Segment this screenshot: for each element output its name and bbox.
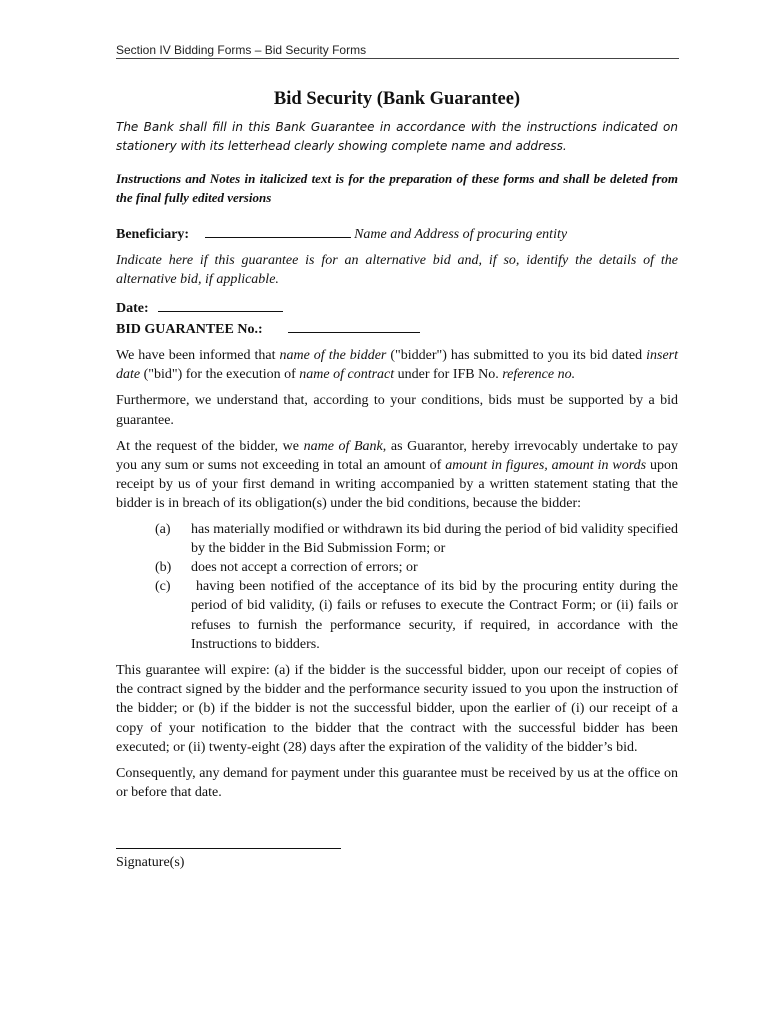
text-run: under for IFB No. — [394, 367, 503, 383]
beneficiary-line — [116, 223, 678, 244]
text-run: We have been informed that — [116, 348, 280, 364]
beneficiary-note: Name and Address of procuring entity — [354, 227, 568, 242]
beneficiary-blank — [205, 223, 351, 238]
text-run: ("bidder") has submitted to you its bid dated — [386, 348, 647, 364]
placeholder-bank-name: name of Bank — [303, 438, 383, 454]
list-item — [116, 558, 678, 577]
list-item — [116, 577, 682, 654]
placeholder-date: insert date — [116, 348, 678, 383]
text-run: upon receipt by us of your first demand in writing accompanied by a written statement stating that the bidder is in breach of its obligation(s) under the bid conditions, because the bidder: — [116, 458, 679, 512]
text-run: , as Guarantor, hereby irrevocably undertake to pay you any sum or sums not exceeding in total an amount of — [116, 438, 679, 474]
beneficiary-label: Beneficiary: — [116, 227, 190, 242]
list-item-text: having been notified of the acceptance of its bid by the procuring entity during the period of bid validity, (i) fails or refuses to execute the Contract Form; or (ii) fails or refuses to furnish the performance security, if required, in accordance with the Instructions to bidders. — [191, 579, 682, 652]
placeholder-amount: amount in figures, amount in words — [445, 458, 647, 474]
text-run: ("bid") for the execution of — [140, 367, 300, 383]
list-item — [116, 520, 678, 558]
list-item-text: does not accept a correction of errors; or — [191, 560, 418, 576]
document-body — [116, 88, 682, 873]
guarantee-number-label: BID GUARANTEE No.: — [116, 321, 263, 337]
date-label: Date: — [116, 300, 149, 316]
paragraph-demand: Consequently, any demand for payment under this guarantee must be received by us at the office on or before that date. — [116, 766, 678, 801]
paragraph-guarantor — [116, 437, 678, 514]
date-line — [116, 297, 678, 318]
signature-line — [116, 847, 341, 849]
alternative-bid-note: Indicate here if this guarantee is for an alternative bid and, if so, identify the details of the alternative bid, if applicable. — [116, 253, 678, 288]
list-item-label: (b) — [155, 560, 172, 576]
signature-label: Signature(s) — [116, 855, 185, 871]
list-item-label: (a) — [155, 521, 171, 537]
page-header: Section IV Bidding Forms – Bid Security Forms — [116, 43, 679, 59]
bank-instruction: The Bank shall fill in this Bank Guarantee in accordance with the instructions indicated on stationery with its letterhead clearly showing complete name and address. — [116, 120, 678, 153]
page-title: Bid Security (Bank Guarantee) — [273, 89, 521, 109]
guarantee-number-line — [116, 318, 678, 339]
placeholder-contract-name: name of contract — [299, 367, 395, 383]
text-run: At the request of the bidder, we — [116, 438, 304, 454]
placeholder-bidder-name: name of the bidder — [279, 348, 387, 364]
paragraph-expiry: This guarantee will expire: (a) if the bidder is the successful bidder, upon our receipt of copies of the contract signed by the bidder and the performance security issued to you upon the instruction of the bidder; or (b) if the bidder is not the successful bidder, upon the earlier of (i) our receipt of a copy of your notification to the bidder that the contract with the successful bidder has been executed; or (ii) twenty-eight (28) days after the expiration of the validity of the bidder’s bid. — [116, 663, 678, 755]
list-item-text: has materially modified or withdrawn its bid during the period of bid validity specified by the bidder in the Bid Submission Form; or — [191, 521, 678, 556]
editing-note: Instructions and Notes in italicized text is for the preparation of these forms and shall be deleted from the final fully edited versions — [116, 171, 678, 205]
date-blank — [158, 297, 283, 312]
breach-conditions-list — [116, 520, 682, 654]
paragraph-informed — [116, 346, 678, 384]
guarantee-number-blank — [288, 318, 420, 333]
paragraph-conditions: Furthermore, we understand that, according to your conditions, bids must be supported by a bid guarantee. — [116, 393, 678, 428]
list-item-label: (c) — [155, 579, 171, 595]
placeholder-reference-no: reference no. — [502, 367, 576, 383]
